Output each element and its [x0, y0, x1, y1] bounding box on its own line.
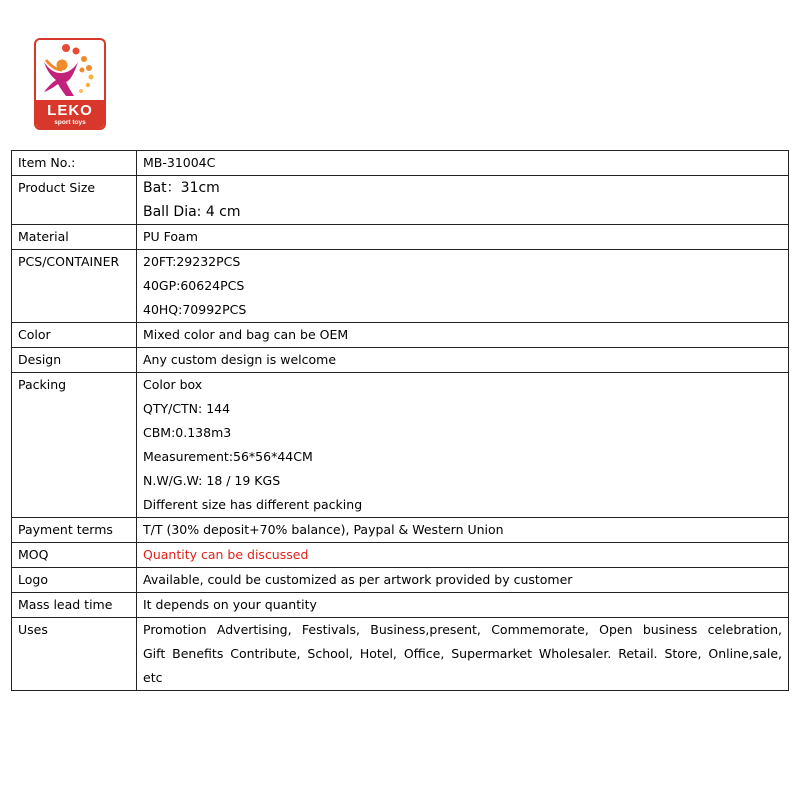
cell-text: etc [143, 670, 163, 685]
row-label [12, 568, 137, 593]
row-value [137, 151, 789, 176]
cell-text: Promotion Advertising, Festivals, Business,present, Commemorate, Open business celebration, [143, 622, 782, 637]
table-row [12, 348, 789, 373]
row-value [137, 568, 789, 593]
cell-text: QTY/CTN: 144 [143, 401, 231, 416]
cell-text: Color box [143, 377, 203, 392]
cell-text: Gift Benefits Contribute, School, Hotel, Office, Supermarket Wholesaler. Retail. Store, Online,sale, [143, 646, 782, 661]
table-row [12, 568, 789, 593]
table-row [12, 151, 789, 176]
kid-figure-icon [36, 40, 104, 102]
row-label [12, 373, 137, 518]
cell-text: PU Foam [143, 229, 198, 244]
cell-text: T/T (30% deposit+70% balance), Paypal & Western Union [143, 522, 504, 537]
moq-value: Quantity can be discussed [143, 547, 309, 562]
table-row [12, 618, 789, 691]
cell-text: Mixed color and bag can be OEM [143, 327, 349, 342]
cell-text: 40HQ:70992PCS [143, 302, 247, 317]
cell-text: Packing [18, 377, 67, 392]
cell-text: Color [18, 327, 51, 342]
row-value [137, 593, 789, 618]
cell-text: MB-31004C [143, 155, 216, 170]
spec-table [11, 150, 789, 691]
cell-text: MOQ [18, 547, 49, 562]
table-row [12, 225, 789, 250]
cell-text: 40GP:60624PCS [143, 278, 245, 293]
cell-text: Mass lead time [18, 597, 113, 612]
row-label [12, 323, 137, 348]
brand-name: LEKO [47, 102, 93, 119]
row-value [137, 176, 789, 225]
row-value [137, 618, 789, 691]
cell-text: PCS/CONTAINER [18, 254, 120, 269]
row-label [12, 618, 137, 691]
brand-tagline: sport toys [54, 119, 86, 126]
cell-text: Payment terms [18, 522, 113, 537]
cell-text: Product Size [18, 180, 96, 195]
row-label [12, 543, 137, 568]
table-row [12, 543, 789, 568]
leko-logo [34, 38, 106, 130]
row-label [12, 176, 137, 225]
row-value [137, 348, 789, 373]
row-label [12, 348, 137, 373]
cell-text: Logo [18, 572, 48, 587]
cell-text: Measurement:56*56*44CM [143, 449, 313, 464]
table-row [12, 323, 789, 348]
row-label [12, 593, 137, 618]
row-value [137, 518, 789, 543]
row-label [12, 518, 137, 543]
cell-text: Ball Dia: 4 cm [143, 204, 241, 220]
row-value [137, 373, 789, 518]
table-row [12, 593, 789, 618]
cell-text: Different size has different packing [143, 497, 363, 512]
row-label [12, 151, 137, 176]
table-row [12, 176, 789, 225]
row-value [137, 250, 789, 323]
cell-text: It depends on your quantity [143, 597, 317, 612]
cell-text: Material [18, 229, 69, 244]
cell-text: Uses [18, 622, 48, 637]
cell-text: Any custom design is welcome [143, 352, 337, 367]
row-value [137, 543, 789, 568]
cell-text: Item No.: [18, 155, 76, 170]
row-value [137, 323, 789, 348]
table-row [12, 518, 789, 543]
cell-text: N.W/G.W: 18 / 19 KGS [143, 473, 281, 488]
cell-text: CBM:0.138m3 [143, 425, 232, 440]
row-label [12, 225, 137, 250]
row-value [137, 225, 789, 250]
cell-text: Design [18, 352, 62, 367]
cell-text: 20FT:29232PCS [143, 254, 241, 269]
cell-text: Available, could be customized as per artwork provided by customer [143, 572, 573, 587]
cell-text: Bat：31cm [143, 180, 220, 196]
logo-band [36, 100, 104, 128]
table-row [12, 373, 789, 518]
table-row [12, 250, 789, 323]
row-label [12, 250, 137, 323]
